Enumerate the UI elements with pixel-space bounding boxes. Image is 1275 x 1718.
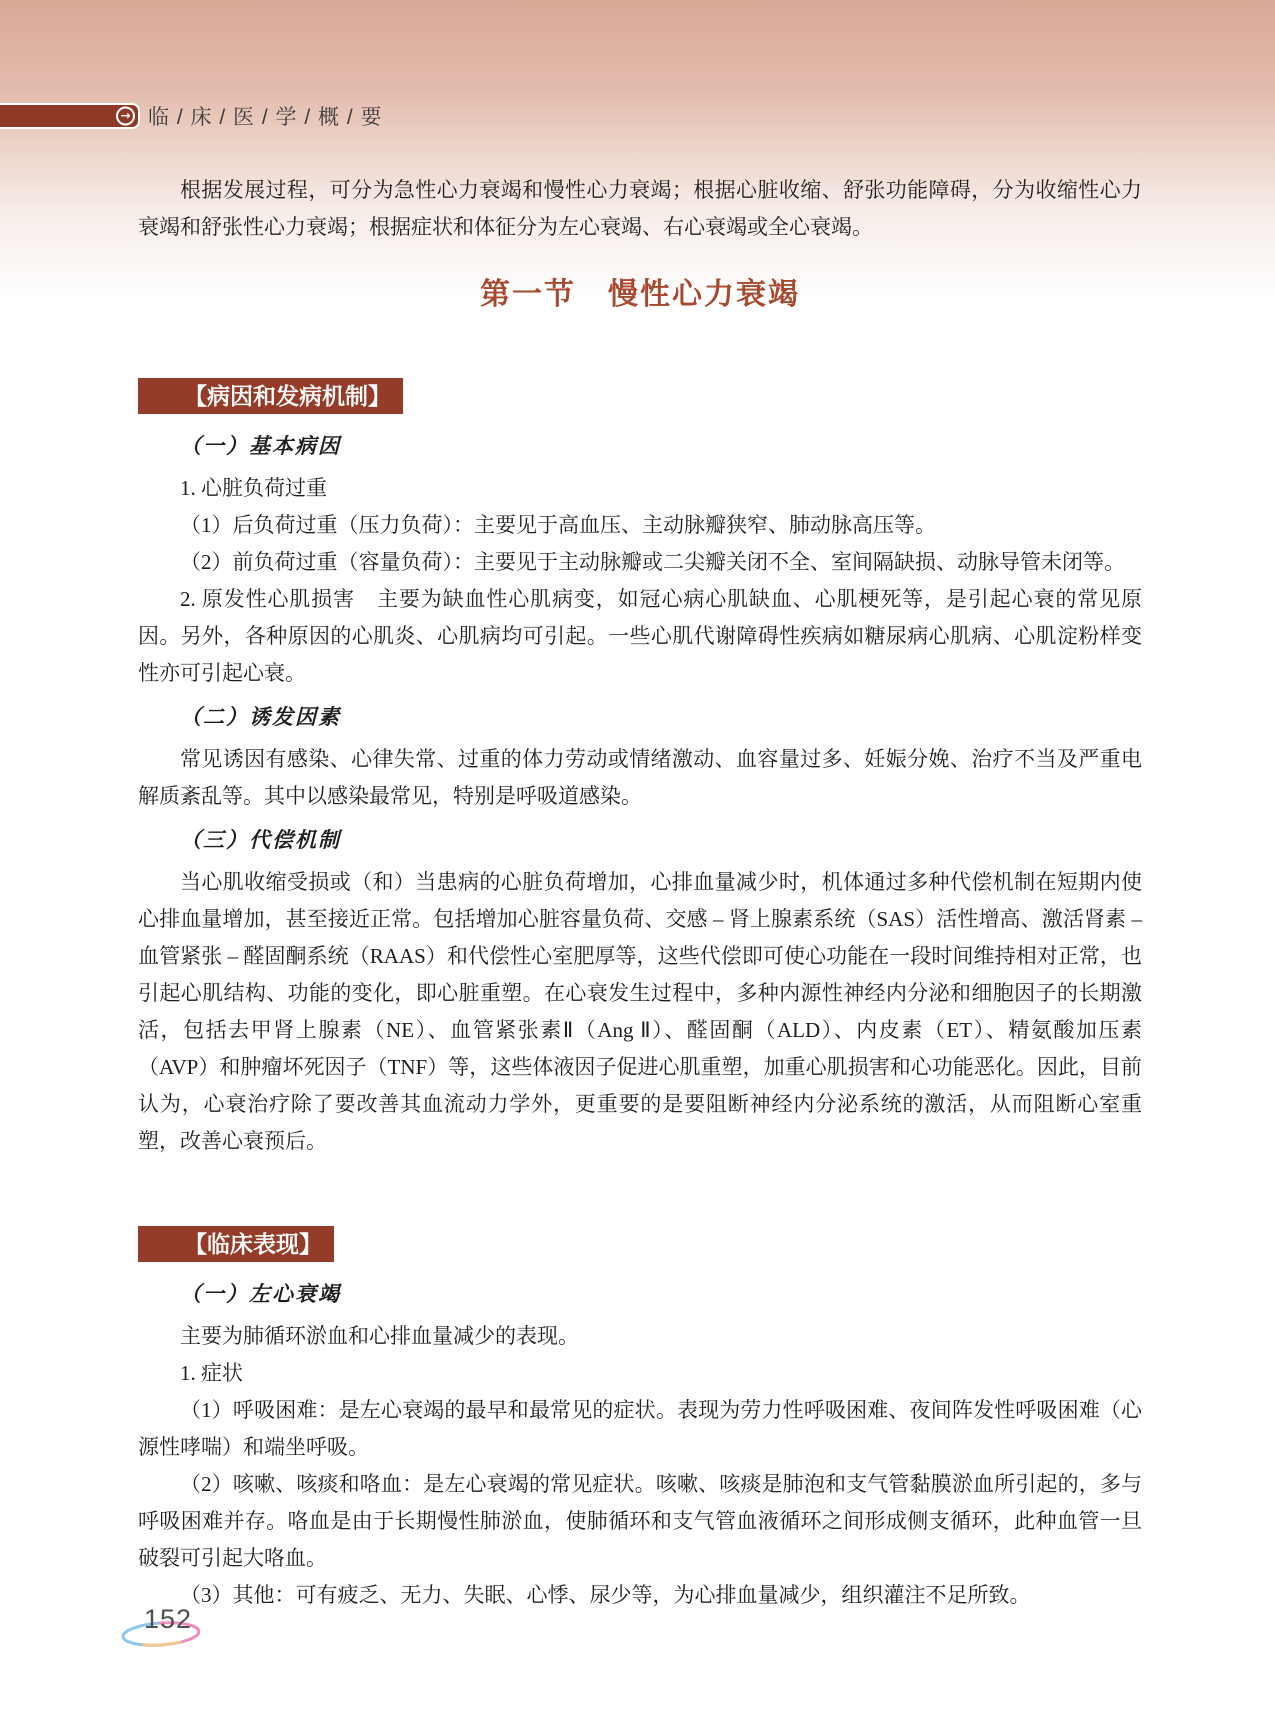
book-title: 临 / 床 / 医 / 学 / 概 / 要 xyxy=(148,106,383,129)
clinical-paragraph-2: 1. 症状 xyxy=(180,1361,243,1385)
clinical-paragraph-5: （3）其他：可有疲乏、无力、失眠、心悸、尿少等，为心排血量减少，组织灌注不足所致。 xyxy=(180,1583,1031,1607)
section-title: 第一节 慢性心力衰竭 xyxy=(480,278,800,311)
etiology-sub1-heading: （一）基本病因 xyxy=(180,434,341,458)
clinical-paragraph-1: 主要为肺循环淤血和心排血量减少的表现。 xyxy=(180,1324,579,1348)
etiology-section-header: 【病因和发病机制】 xyxy=(138,378,403,414)
clinical-section-body xyxy=(138,1276,1142,1614)
page-number: 152 xyxy=(144,1604,193,1634)
clinical-section-header: 【临床表现】 xyxy=(138,1226,334,1262)
arrow-right-icon: → xyxy=(116,107,135,126)
intro-paragraph: 根据发展过程，可分为急性心力衰竭和慢性心力衰竭；根据心脏收缩、舒张功能障碍，分为收缩性心力衰竭和舒张性心力衰竭；根据症状和体征分为左心衰竭、右心衰竭或全心衰竭。 xyxy=(138,178,1142,239)
clinical-paragraph-4: （2）咳嗽、咳痰和咯血：是左心衰竭的常见症状。咳嗽、咳痰是肺泡和支气管黏膜淤血所引起的，多与呼吸困难并存。咯血是由于长期慢性肺淤血，使肺循环和支气管血液循环之间形成侧支循环，此种血管一旦破裂可引起大咯血。 xyxy=(138,1472,1142,1570)
etiology-paragraph-5: 常见诱因有感染、心律失常、过重的体力劳动或情绪激动、血容量过多、妊娠分娩、治疗不当及严重电解质紊乱等。其中以感染最常见，特别是呼吸道感染。 xyxy=(138,747,1142,808)
clinical-paragraph-3: （1）呼吸困难：是左心衰竭的最早和最常见的症状。表现为劳力性呼吸困难、夜间阵发性呼吸困难（心源性哮喘）和端坐呼吸。 xyxy=(138,1398,1142,1459)
etiology-paragraph-4: 2. 原发性心肌损害 主要为缺血性心肌病变，如冠心病心肌缺血、心肌梗死等，是引起心衰的常见原因。另外，各种原因的心肌炎、心肌病均可引起。一些心肌代谢障碍性疾病如糖尿病心肌病、心肌淀粉样变性亦可引起心衰。 xyxy=(138,587,1142,685)
clinical-sub1-heading: （一）左心衰竭 xyxy=(180,1282,341,1306)
etiology-sub3-heading: （三）代偿机制 xyxy=(180,828,341,852)
etiology-section-body xyxy=(138,428,1142,1160)
etiology-sub2-heading: （二）诱发因素 xyxy=(180,705,341,729)
etiology-paragraph-6: 当心肌收缩受损或（和）当患病的心脏负荷增加，心排血量减少时，机体通过多种代偿机制在短期内使心排血量增加，甚至接近正常。包括增加心脏容量负荷、交感 – 肾上腺素系统（SAS）活性增高、激活肾素 – 血管紧张 – 醛固酮系统（RAAS）和代偿性心室肥厚等，这些代偿即可使心功能在一段时间维持相对正常，也引起心肌结构、功能的变化，即心脏重塑。在心衰发生过程中，多种内源性神经内分泌和细胞因子的长期激活，包括去甲肾上腺素（NE）、血管紧张素Ⅱ（Ang Ⅱ）、醛固酮（ALD）、内皮素（ET）、精氨酸加压素（AVP）和肿瘤坏死因子（TNF）等，这些体液因子促进心肌重塑，加重心肌损害和心功能恶化。因此，目前认为，心衰治疗除了要改善其血流动力学外，更重要的是要阻断神经内分泌系统的激活，从而阻断心室重塑，改善心衰预后。 xyxy=(138,870,1142,1153)
page-number-block xyxy=(118,1604,218,1656)
etiology-paragraph-3: （2）前负荷过重（容量负荷）：主要见于主动脉瓣或二尖瓣关闭不全、室间隔缺损、动脉导管未闭等。 xyxy=(180,550,1125,574)
etiology-paragraph-1: 1. 心脏负荷过重 xyxy=(180,476,327,500)
etiology-paragraph-2: （1）后负荷过重（压力负荷）：主要见于高血压、主动脉瓣狭窄、肺动脉高压等。 xyxy=(180,513,936,537)
